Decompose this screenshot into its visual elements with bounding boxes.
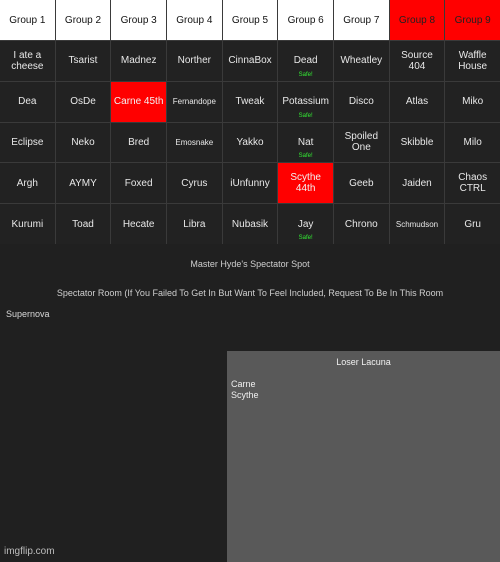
contestant-name: Spoiled One bbox=[344, 131, 378, 154]
contestant-cell bbox=[167, 163, 222, 203]
contestant-name: Nat bbox=[297, 136, 314, 148]
spectator-spot-label: Master Hyde's Spectator Spot bbox=[190, 259, 310, 269]
contestant-cell bbox=[390, 123, 445, 163]
contestant-name: CinnaBox bbox=[228, 55, 272, 67]
contestant-cell bbox=[111, 123, 166, 163]
contestant-name: Tweak bbox=[235, 96, 265, 108]
contestant-cell bbox=[111, 82, 166, 122]
contestant-cell bbox=[0, 41, 55, 81]
contestant-name: Scythe 44th bbox=[290, 172, 321, 195]
contestant-name: Chrono bbox=[344, 218, 378, 230]
contestant-name: I ate a cheese bbox=[11, 49, 44, 72]
contestant-name: Milo bbox=[463, 136, 482, 148]
contestant-name: Atlas bbox=[405, 96, 429, 108]
contestant-cell bbox=[334, 82, 389, 122]
contestant-cell bbox=[111, 204, 166, 244]
contestant-cell bbox=[278, 123, 333, 163]
contestant-cell bbox=[390, 82, 445, 122]
group-header: Group 9 bbox=[445, 0, 500, 40]
contestant-name: Toad bbox=[72, 218, 94, 230]
contestant-name: OsDe bbox=[70, 96, 96, 108]
contestant-name: Carne 45th bbox=[113, 96, 164, 108]
contestant-cell bbox=[167, 41, 222, 81]
contestant-cell bbox=[0, 163, 55, 203]
contestant-cell bbox=[111, 41, 166, 81]
contestant-cell bbox=[56, 204, 111, 244]
contestant-cell bbox=[0, 204, 55, 244]
contestant-name: Schmudson bbox=[395, 219, 439, 229]
contestant-cell bbox=[445, 163, 500, 203]
loser-lacuna-box bbox=[227, 351, 500, 562]
contestant-cell bbox=[111, 163, 166, 203]
contestant-name: Emosnake bbox=[175, 137, 214, 147]
contestant-name: Bred bbox=[128, 136, 150, 148]
group-header: Group 7 bbox=[334, 0, 389, 40]
contestant-cell bbox=[56, 163, 111, 203]
loser-lacuna-title: Loser Lacuna bbox=[336, 357, 391, 367]
contestant-cell bbox=[167, 204, 222, 244]
contestant-name: Norther bbox=[177, 55, 211, 67]
contestant-name: Kurumi bbox=[11, 218, 44, 230]
contestant-name: Nubasik bbox=[231, 218, 269, 230]
contestant-name: Fernandope bbox=[172, 97, 216, 107]
contestant-cell bbox=[334, 163, 389, 203]
contestant-cell bbox=[445, 123, 500, 163]
contestant-name: Gru bbox=[464, 218, 481, 230]
loser-lacuna-list bbox=[231, 379, 259, 401]
contestant-cell bbox=[223, 82, 278, 122]
group-header: Group 6 bbox=[278, 0, 333, 40]
contestant-cell bbox=[334, 204, 389, 244]
contestant-name: Source 404 bbox=[401, 49, 433, 72]
contestant-cell bbox=[167, 82, 222, 122]
contestant-cell bbox=[278, 41, 333, 81]
contestant-cell bbox=[223, 123, 278, 163]
contestant-name: Disco bbox=[348, 96, 374, 108]
contestant-name: Dead bbox=[293, 55, 318, 67]
safe-note: Safe! bbox=[298, 112, 313, 119]
contestant-name: Hecate bbox=[122, 218, 155, 230]
contestant-name: Geeb bbox=[349, 177, 374, 189]
supernova-label: Supernova bbox=[6, 309, 50, 319]
contestant-cell bbox=[56, 123, 111, 163]
group-header: Group 5 bbox=[223, 0, 278, 40]
group-header: Group 1 bbox=[0, 0, 55, 40]
loser-member: Scythe bbox=[231, 390, 259, 400]
contestant-cell bbox=[445, 41, 500, 81]
contestant-name: Waffle House bbox=[458, 49, 488, 72]
contestant-cell bbox=[223, 163, 278, 203]
safe-note: Safe! bbox=[298, 71, 313, 78]
contestant-cell bbox=[167, 123, 222, 163]
group-header: Group 4 bbox=[167, 0, 222, 40]
contestant-name: Foxed bbox=[124, 177, 153, 189]
contestant-cell bbox=[278, 204, 333, 244]
contestant-name: Argh bbox=[16, 177, 38, 189]
imgflip-watermark: imgflip.com bbox=[4, 546, 55, 557]
contestant-name: Neko bbox=[71, 136, 95, 148]
spectator-room-label: Spectator Room (If You Failed To Get In But Want To Feel Included, Request To Be In This Room bbox=[56, 288, 444, 298]
contestant-name: Yakko bbox=[236, 136, 264, 148]
contestant-cell bbox=[445, 82, 500, 122]
contestant-name: Libra bbox=[183, 218, 206, 230]
safe-note: Safe! bbox=[298, 234, 313, 241]
contestant-cell bbox=[0, 123, 55, 163]
contestant-cell bbox=[0, 82, 55, 122]
contestant-name: AYMY bbox=[69, 177, 97, 189]
group-header: Group 8 bbox=[390, 0, 445, 40]
contestant-name: Dea bbox=[18, 96, 37, 108]
contestant-cell bbox=[390, 41, 445, 81]
contestant-cell bbox=[334, 123, 389, 163]
contestant-name: Miko bbox=[462, 96, 484, 108]
contestant-cell bbox=[56, 41, 111, 81]
contestant-name: Chaos CTRL bbox=[458, 172, 488, 195]
contestant-cell bbox=[390, 163, 445, 203]
contestant-name: Skibble bbox=[400, 136, 434, 148]
contestant-cell bbox=[56, 82, 111, 122]
contestant-cell bbox=[278, 163, 333, 203]
safe-note: Safe! bbox=[298, 153, 313, 160]
contestant-name: Wheatley bbox=[340, 55, 383, 67]
contestant-name: Jay bbox=[297, 218, 314, 230]
contestant-cell bbox=[278, 82, 333, 122]
contestant-cell bbox=[223, 204, 278, 244]
loser-member: Carne bbox=[231, 379, 256, 389]
contestant-name: Tsarist bbox=[68, 55, 98, 67]
groups-table bbox=[0, 0, 500, 244]
contestant-name: Jaiden bbox=[402, 177, 432, 189]
group-header: Group 3 bbox=[111, 0, 166, 40]
contestant-name: Madnez bbox=[120, 55, 157, 67]
contestant-cell bbox=[390, 204, 445, 244]
contestant-name: iUnfunny bbox=[230, 177, 270, 189]
contestant-cell bbox=[334, 41, 389, 81]
contestant-name: Eclipse bbox=[11, 136, 44, 148]
contestant-cell bbox=[445, 204, 500, 244]
contestant-cell bbox=[223, 41, 278, 81]
contestant-name: Cyrus bbox=[181, 177, 208, 189]
group-header: Group 2 bbox=[56, 0, 111, 40]
contestant-name: Potassium bbox=[282, 96, 329, 108]
